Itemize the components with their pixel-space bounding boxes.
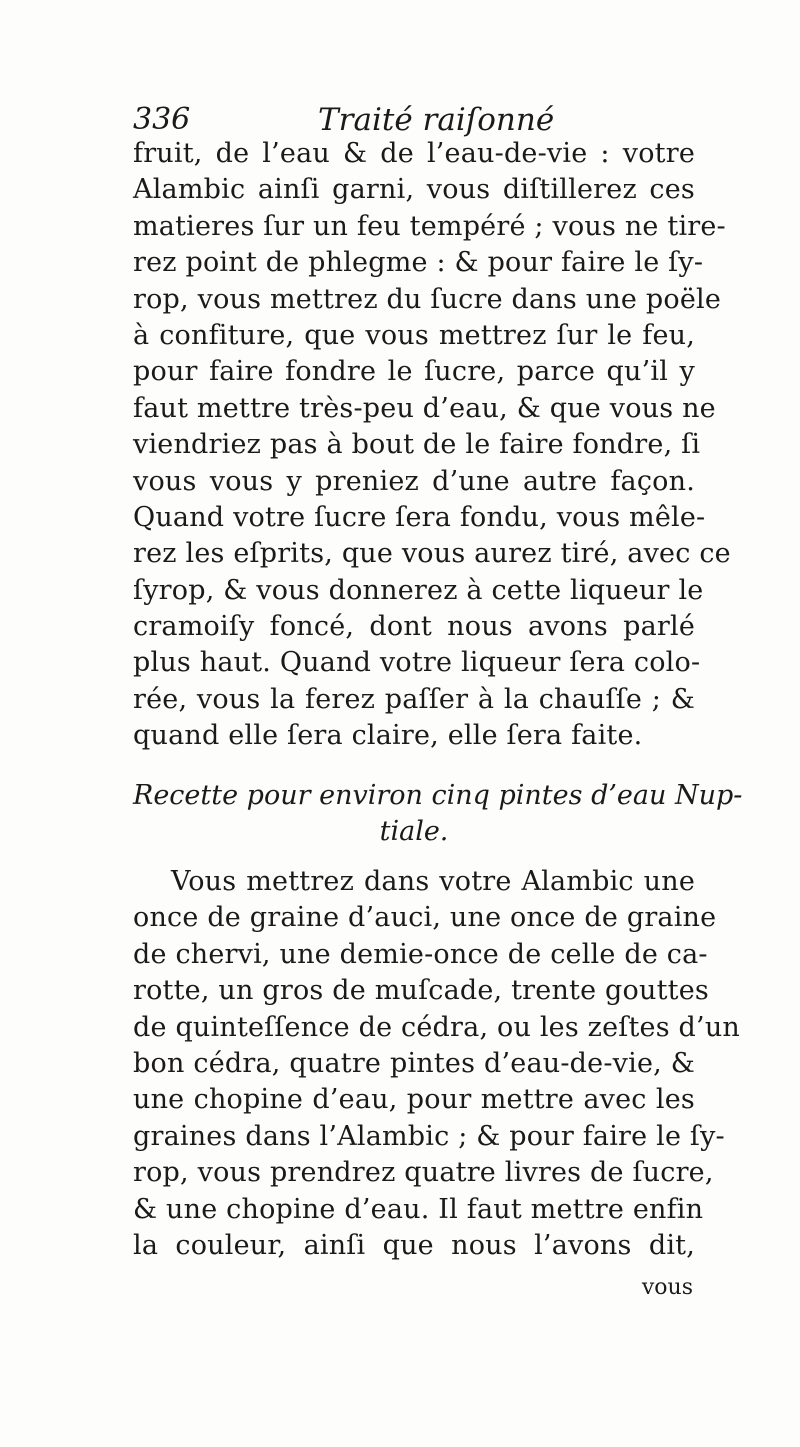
text-line: une chopine d’eau, pour mettre avec les bbox=[133, 1084, 695, 1116]
text-line: once de graine d’auci, une once de graine bbox=[133, 902, 717, 934]
recipe-heading-line-2: tiale. bbox=[379, 816, 449, 847]
text-line: de quinteſſence de cédra, ou les zeſtes d’un bbox=[133, 1011, 740, 1043]
page-number: 336 bbox=[133, 102, 191, 137]
catchword: vous bbox=[641, 1275, 693, 1300]
text-line: rop, vous mettrez du ſucre dans une poële bbox=[133, 283, 722, 315]
page-header bbox=[133, 100, 693, 140]
text-line: Quand votre ſucre ſera fondu, vous mêle- bbox=[133, 501, 706, 533]
text-line: bon cédra, quatre pintes d’eau-de-vie, & bbox=[133, 1047, 695, 1079]
text-line: matieres ſur un feu tempéré ; vous ne tire- bbox=[133, 210, 726, 242]
text-line: fruit, de l’eau & de l’eau-de-vie : votre bbox=[133, 138, 695, 169]
text-line: & une chopine d’eau. Il faut mettre enfin bbox=[133, 1193, 704, 1225]
text-line: cramoiſy foncé, dont nous avons parlé bbox=[133, 611, 695, 643]
text-line: la couleur, ainſi que nous l’avons dit, bbox=[133, 1229, 695, 1261]
text-line: faut mettre très-peu d’eau, & que vous ne bbox=[133, 392, 716, 424]
text-line: rée, vous la ferez paſſer à la chauſſe ; & bbox=[133, 683, 695, 715]
text-line: quand elle ſera claire, elle ſera faite. bbox=[133, 720, 643, 752]
text-line: vous vous y preniez d’une autre façon. bbox=[133, 465, 695, 497]
text-line: rop, vous prendrez quatre livres de ſucre, bbox=[133, 1157, 714, 1189]
recipe-heading bbox=[133, 778, 743, 850]
text-line: de chervi, une demie-once de celle de ca- bbox=[133, 938, 708, 970]
text-line: Alambic ainſi garni, vous diſtillerez ces bbox=[133, 174, 695, 206]
running-title: Traité raiſonné bbox=[318, 102, 555, 138]
text-line: pour faire fondre le ſucre, parce qu’il y bbox=[133, 356, 695, 388]
paragraph-continued bbox=[133, 136, 731, 755]
text-line: plus haut. Quand votre liqueur ſera colo- bbox=[133, 647, 701, 679]
text-line: rez les eſprits, que vous aurez tiré, avec ce bbox=[133, 538, 731, 570]
text-line: rotte, un gros de muſcade, trente gouttes bbox=[133, 975, 709, 1007]
text-line: graines dans l’Alambic ; & pour faire le ſy- bbox=[133, 1120, 725, 1152]
recipe-paragraph bbox=[133, 864, 740, 1264]
text-line: Vous mettrez dans votre Alambic une bbox=[171, 866, 695, 897]
recipe-heading-line-1: Recette pour environ cinq pintes d’eau Nup- bbox=[133, 780, 743, 811]
text-line: viendriez pas à bout de le faire fondre, ſi bbox=[133, 429, 701, 461]
text-line: rez point de phlegme : & pour faire le ſy- bbox=[133, 247, 704, 279]
text-line: à confiture, que vous mettrez ſur le feu, bbox=[133, 319, 695, 351]
text-line: ſyrop, & vous donnerez à cette liqueur le bbox=[133, 574, 704, 606]
